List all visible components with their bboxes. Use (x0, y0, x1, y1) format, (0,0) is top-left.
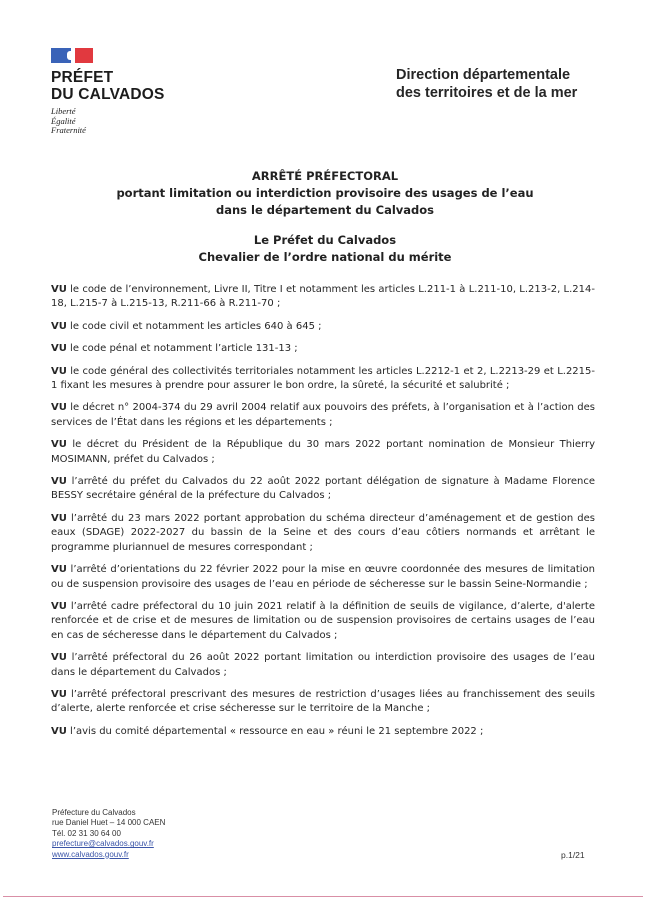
footer-website-link[interactable]: www.calvados.gouv.fr (52, 849, 129, 859)
visa-item: VU le code général des collectivités territoriales notamment les articles L.2212-1 et 2, L.2213-29 et L.2215-1 fixant les mesures à prendre pour assurer le bon ordre, la sûreté, la sécurité et salubrité ; (51, 365, 595, 392)
visa-item: VU l’arrêté préfectoral prescrivant des mesures de restriction d’usages liées au franchissement des seuils d’alerte, alerte renforcée et crise sécheresse sur le territoire de la Manche ; (51, 688, 595, 715)
visa-item: VU l’arrêté cadre préfectoral du 10 juin 2021 relatif à la définition de seuils de vigilance, d’alerte, d'alerte renforcée et de crise et de mesures de limitation ou de suspension provisoires de certains usages de l’eau en cas de sécheresse dans le département du Calvados ; (51, 600, 595, 641)
visa-item: VU l’arrêté préfectoral du 26 août 2022 portant limitation ou interdiction provisoire des usages de l’eau dans le département du Calvados ; (51, 652, 595, 678)
republic-motto: Liberté Égalité Fraternité (51, 106, 86, 135)
visas-list (51, 283, 595, 747)
visa-item: VU le code de l’environnement, Livre II, Titre I et notamment les articles L.211-1 à L.211-10, L.213-2, L.214-18, L.215-7 à L.215-13, R.211-66 à R.211-70 ; (51, 284, 595, 310)
visa-item: VU le décret du Président de la République du 30 mars 2022 portant nomination de Monsieur Thierry MOSIMANN, préfet du Calvados ; (51, 439, 595, 465)
prefet-heading: Le Préfet du Calvados Chevalier de l’ordre national du mérite (198, 233, 452, 264)
visa-item: VU l’arrêté du préfet du Calvados du 22 août 2022 portant délégation de signature à Madame Florence BESSY secrétaire général de la préfecture du Calvados ; (51, 476, 595, 502)
footer-email-link[interactable]: prefecture@calvados.gouv.fr (52, 839, 154, 849)
footer-org: Préfecture du Calvados (52, 808, 136, 817)
footer-contact (52, 808, 165, 860)
prefet-name: PRÉFET DU CALVADOS (51, 69, 165, 103)
visa-item: VU le code civil et notamment les articles 640 à 645 ; (51, 320, 322, 332)
footer-address: rue Daniel Huet – 14 000 CAEN (52, 818, 166, 828)
visa-item: VU le décret n° 2004-374 du 29 avril 2004 relatif aux pouvoirs des préfets, à l’organisation et à l’action des services de l’État dans les régions et les départements ; (51, 402, 595, 428)
visa-item: VU l’arrêté d’orientations du 22 février 2022 pour la mise en œuvre coordonnée des mesures de limitation ou de suspension provisoire des usages de l’eau en période de sécheresse sur le bassin Seine-Normandie ; (51, 564, 595, 590)
visa-item: VU l’arrêté du 23 mars 2022 portant approbation du schéma directeur d’aménagement et de gestion des eaux (SDAGE) 2022-2027 du bassin de la Seine et des cours d’eau côtiers normands et arrêtant le programme pluriannuel de mesures correspondant ; (51, 512, 595, 553)
footer-phone: Tél. 02 31 30 64 00 (52, 828, 121, 838)
marianne-flag-icon (51, 48, 93, 63)
prefet-logo (51, 48, 211, 136)
document-title: ARRÊTÉ PRÉFECTORAL portant limitation ou interdiction provisoire des usages de l’eau dans le département du Calvados (116, 169, 534, 217)
visa-item: VU l’avis du comité départemental « ressource en eau » réuni le 21 septembre 2022 ; (51, 725, 484, 737)
page-number: p.1/21 (561, 850, 585, 860)
direction-heading: Direction départementale des territoires et de la mer (396, 67, 578, 101)
bottom-divider (3, 896, 643, 897)
visa-item: VU le code pénal et notamment l’article 131-13 ; (51, 343, 298, 355)
